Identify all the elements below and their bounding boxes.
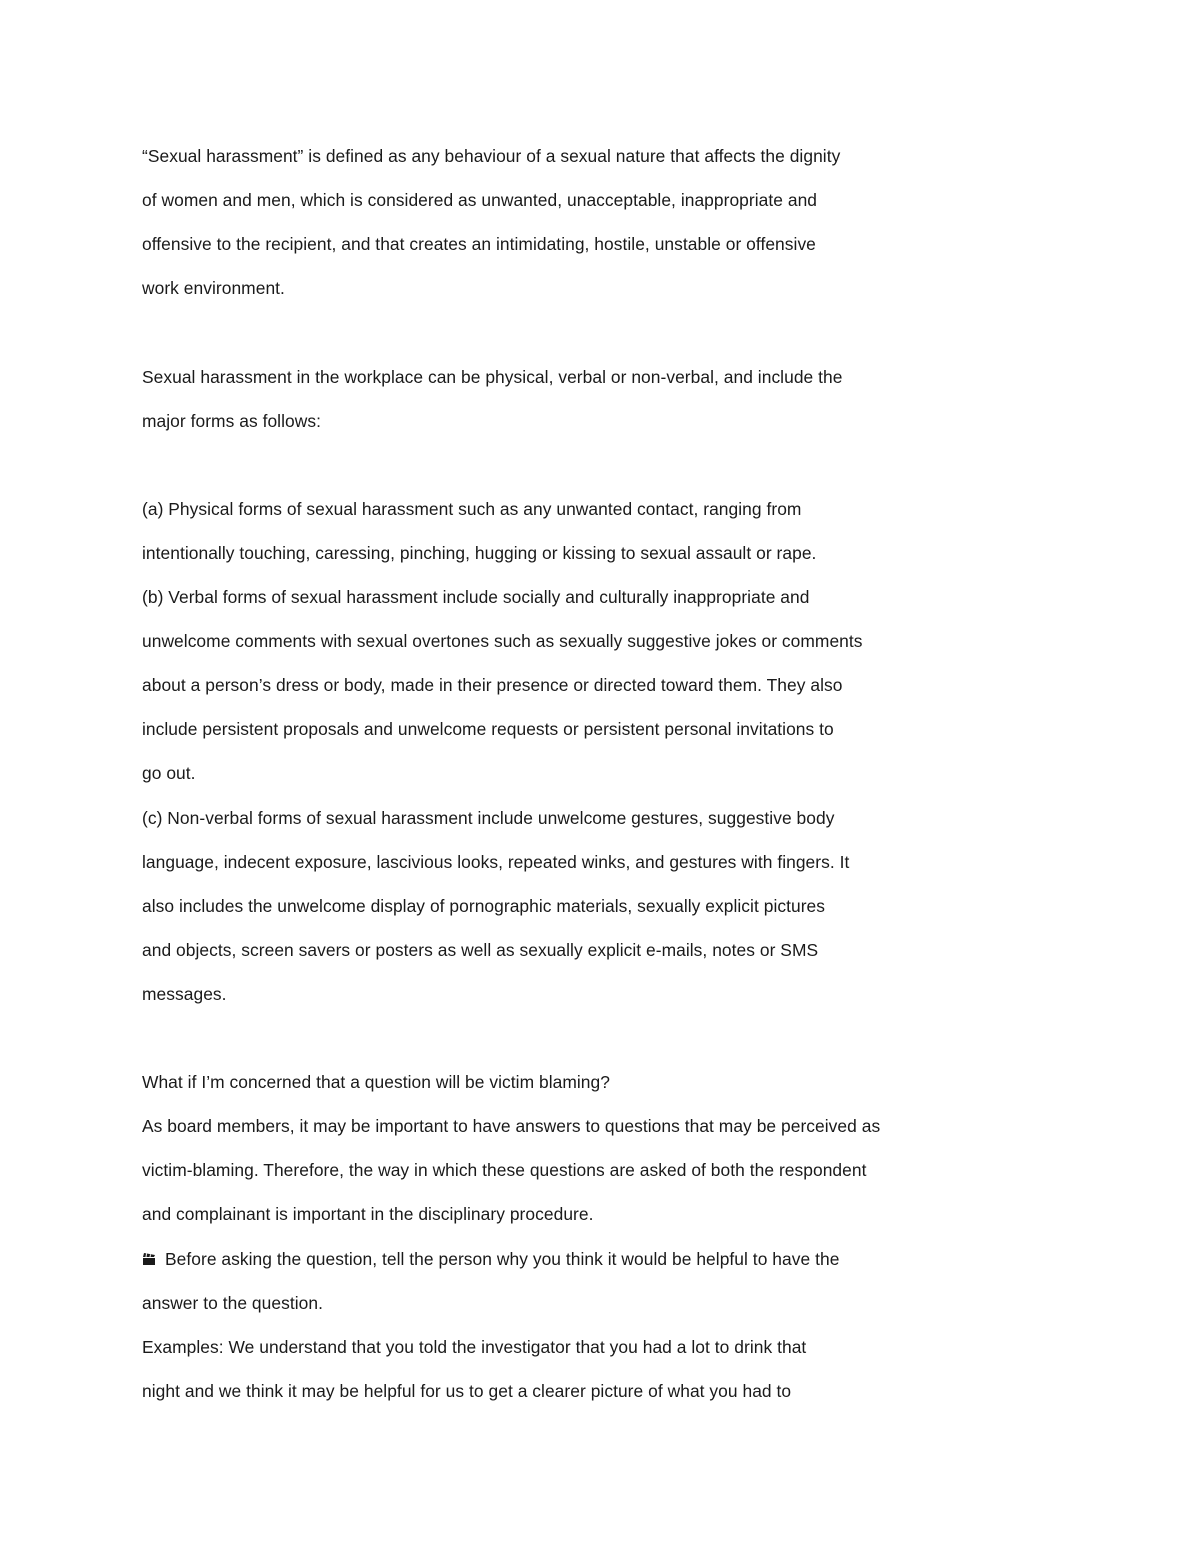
text-line: Examples: We understand that you told the investigator that you had a lot to drink that (142, 1337, 807, 1357)
text-line: As board members, it may be important to have answers to questions that may be perceived as (142, 1116, 881, 1136)
text-line: work environment. (142, 278, 285, 298)
text-line: victim-blaming. Therefore, the way in which these questions are asked of both the respondent (142, 1160, 867, 1180)
text-line: major forms as follows: (142, 411, 321, 431)
text-line: go out. (142, 763, 196, 783)
text-line: Sexual harassment in the workplace can be physical, verbal or non-verbal, and include the (142, 367, 843, 387)
text-line: and complainant is important in the disciplinary procedure. (142, 1204, 594, 1224)
text-line: answer to the question. (142, 1293, 323, 1313)
text-line: and objects, screen savers or posters as well as sexually explicit e-mails, notes or SMS (142, 940, 819, 960)
text-line: about a person’s dress or body, made in their presence or directed toward them. They also (142, 675, 843, 695)
list-item-c: (c) Non-verbal forms of sexual harassment include unwelcome gestures, suggestive body (142, 808, 835, 828)
section-question: What if I’m concerned that a question will be victim blaming? (142, 1072, 610, 1092)
text-line: offensive to the recipient, and that creates an intimidating, hostile, unstable or offensive (142, 234, 816, 254)
text-line: unwelcome comments with sexual overtones such as sexually suggestive jokes or comments (142, 631, 863, 651)
bullet-text: Before asking the question, tell the person why you think it would be helpful to have the (165, 1249, 840, 1269)
clapperboard-icon (142, 1252, 156, 1266)
text-line: “Sexual harassment” is defined as any behaviour of a sexual nature that affects the dignity (142, 146, 841, 166)
text-line: of women and men, which is considered as unwanted, unacceptable, inappropriate and (142, 190, 818, 210)
text-line: also includes the unwelcome display of pornographic materials, sexually explicit pictures (142, 896, 826, 916)
text-line: night and we think it may be helpful for us to get a clearer picture of what you had to (142, 1381, 792, 1401)
bullet-line (142, 1247, 839, 1271)
text-line: messages. (142, 984, 227, 1004)
text-line: include persistent proposals and unwelcome requests or persistent personal invitations to (142, 719, 834, 739)
list-item-a: (a) Physical forms of sexual harassment such as any unwanted contact, ranging from (142, 499, 802, 519)
text-line: language, indecent exposure, lascivious looks, repeated winks, and gestures with fingers. It (142, 852, 850, 872)
list-item-b: (b) Verbal forms of sexual harassment include socially and culturally inappropriate and (142, 587, 810, 607)
text-line: intentionally touching, caressing, pinching, hugging or kissing to sexual assault or rape. (142, 543, 817, 563)
